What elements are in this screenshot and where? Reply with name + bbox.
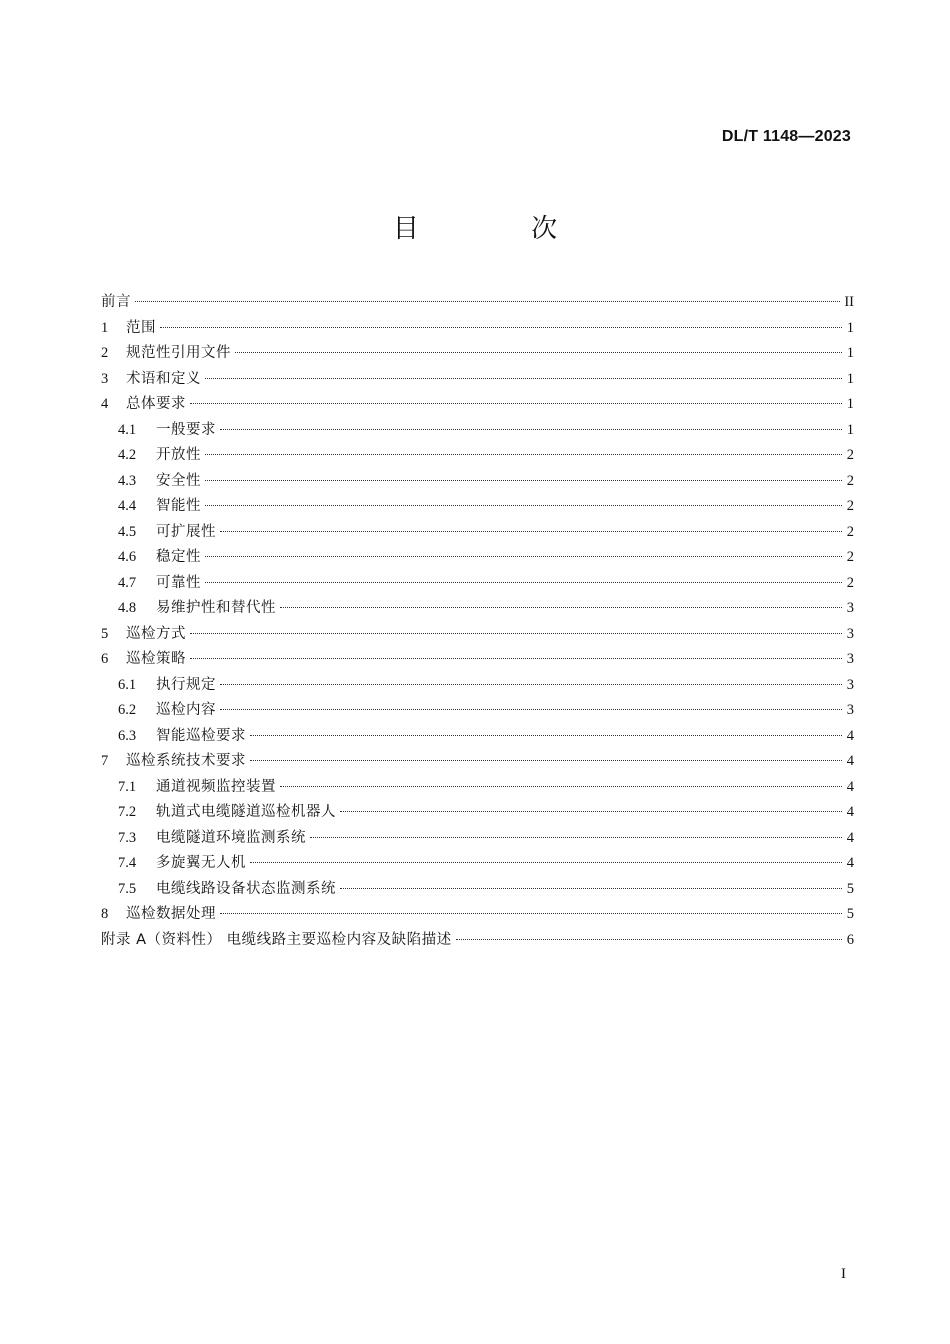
toc-entry-label: 规范性引用文件	[126, 345, 231, 361]
toc-dot-leader	[205, 480, 842, 481]
toc-entry[interactable]	[101, 800, 854, 826]
toc-entry-page: 1	[846, 421, 854, 438]
toc-entry[interactable]	[101, 647, 854, 673]
toc-entry[interactable]	[101, 673, 854, 699]
toc-entry[interactable]	[101, 571, 854, 597]
toc-entry[interactable]	[101, 928, 854, 954]
toc-entry-page: 5	[846, 906, 854, 922]
toc-entry-label: 轨道式电缆隧道巡检机器人	[156, 804, 336, 820]
toc-entry-page: 2	[846, 549, 854, 565]
toc-entry-page: 4	[846, 753, 854, 769]
page-title: 目 次	[392, 214, 610, 244]
toc-entry-number: 4.4	[118, 498, 137, 514]
toc-dot-leader	[190, 403, 842, 404]
toc-dot-leader	[220, 684, 842, 685]
toc-entry-label: 可扩展性	[156, 523, 216, 540]
toc-dot-leader	[310, 837, 842, 838]
toc-entry-page: 4	[846, 804, 854, 820]
page-number: I	[841, 1266, 846, 1282]
toc-entry[interactable]	[101, 443, 854, 469]
toc-entry[interactable]	[101, 877, 854, 903]
toc-entry-page: 2	[846, 574, 854, 591]
toc-dot-leader	[250, 862, 842, 863]
toc-dot-leader	[190, 633, 842, 634]
toc-entry-label: 附录 A（资料性） 电缆线路主要巡检内容及缺陷描述	[101, 931, 452, 948]
toc-entry[interactable]	[101, 367, 854, 393]
toc-entry-page: 2	[846, 472, 854, 489]
toc-entry-label: 可靠性	[156, 574, 201, 591]
toc-entry-page: 6	[846, 931, 854, 948]
toc-dot-leader	[340, 811, 842, 812]
toc-dot-leader	[235, 352, 842, 353]
toc-dot-leader	[205, 556, 842, 557]
toc-entry-label: 智能巡检要求	[156, 727, 246, 744]
toc-entry[interactable]	[101, 494, 854, 520]
toc-dot-leader	[205, 454, 842, 455]
toc-entry-page: 1	[846, 396, 854, 412]
toc-entry-page: 3	[846, 651, 854, 667]
toc-entry-label: 稳定性	[156, 549, 201, 565]
toc-entry-number: 8	[101, 906, 109, 922]
toc-entry-label: 多旋翼无人机	[156, 855, 246, 871]
toc-dot-leader	[340, 888, 842, 889]
toc-entry-page: 2	[846, 498, 854, 514]
toc-entry-label: 易维护性和替代性	[156, 600, 276, 616]
toc-entry[interactable]	[101, 622, 854, 648]
toc-entry-number: 7	[101, 753, 109, 769]
toc-entry-label: 巡检内容	[156, 702, 216, 718]
toc-dot-leader	[280, 786, 842, 787]
toc-entry[interactable]	[101, 826, 854, 852]
toc-entry[interactable]	[101, 851, 854, 877]
toc-entry[interactable]	[101, 596, 854, 622]
toc-entry-number: 2	[101, 345, 109, 361]
toc-entry-page: II	[844, 294, 854, 310]
toc-entry-page: 4	[846, 727, 854, 744]
toc-entry-page: 3	[846, 600, 854, 616]
toc-entry-label: 执行规定	[156, 676, 216, 693]
toc-dot-leader	[205, 505, 842, 506]
toc-entry-number: 7.2	[118, 804, 137, 820]
toc-entry-number: 6.3	[118, 727, 137, 744]
toc-entry[interactable]	[101, 341, 854, 367]
toc-entry-label: 巡检策略	[126, 651, 186, 667]
toc-entry[interactable]	[101, 290, 854, 316]
toc-entry-number: 7.3	[118, 829, 137, 846]
toc-entry-number: 3	[101, 370, 109, 387]
toc-dot-leader	[250, 760, 842, 761]
toc-dot-leader	[220, 429, 842, 430]
table-of-contents	[101, 290, 854, 953]
toc-entry-number: 4.6	[118, 549, 137, 565]
toc-entry-label: 安全性	[156, 472, 201, 489]
toc-entry-number: 6.1	[118, 676, 137, 693]
toc-entry-number: 7.5	[118, 880, 137, 897]
toc-entry-label: 前言	[101, 294, 131, 310]
standard-code: DL/T 1148—2023	[721, 128, 851, 145]
toc-entry[interactable]	[101, 469, 854, 495]
toc-entry-page: 4	[846, 855, 854, 871]
toc-dot-leader	[205, 582, 842, 583]
toc-entry[interactable]	[101, 418, 854, 444]
toc-entry-label: 巡检数据处理	[126, 906, 216, 922]
toc-entry-page: 5	[846, 880, 854, 897]
toc-entry-number: 4.8	[118, 600, 137, 616]
toc-entry[interactable]	[101, 698, 854, 724]
toc-dot-leader	[205, 378, 842, 379]
toc-dot-leader	[250, 735, 842, 736]
toc-entry-label: 总体要求	[126, 396, 186, 412]
toc-entry-number: 1	[101, 319, 109, 336]
toc-dot-leader	[280, 607, 842, 608]
toc-entry-page: 3	[846, 625, 854, 642]
toc-entry-number: 4.3	[118, 472, 137, 489]
toc-entry-label: 一般要求	[156, 421, 216, 438]
toc-entry-number: 6	[101, 651, 109, 667]
toc-entry-label: 电缆隧道环境监测系统	[156, 829, 306, 846]
toc-entry-label: 范围	[126, 319, 156, 336]
toc-entry-label: 术语和定义	[126, 370, 201, 387]
toc-entry-page: 1	[846, 370, 854, 387]
toc-entry-number: 4.2	[118, 447, 137, 463]
toc-entry-page: 4	[846, 829, 854, 846]
toc-dot-leader	[160, 327, 842, 328]
toc-entry[interactable]	[101, 724, 854, 750]
toc-entry-number: 6.2	[118, 702, 137, 718]
toc-entry-number: 7.1	[118, 778, 137, 795]
toc-entry-number: 4.1	[118, 421, 137, 438]
toc-entry-label: 通道视频监控装置	[156, 778, 276, 795]
toc-entry[interactable]	[101, 749, 854, 775]
toc-entry-page: 2	[846, 447, 854, 463]
toc-entry[interactable]	[101, 316, 854, 342]
toc-entry-label: 巡检系统技术要求	[126, 753, 246, 769]
toc-entry-page: 1	[846, 345, 854, 361]
toc-entry-label: 智能性	[156, 498, 201, 514]
toc-entry-number: 4.5	[118, 523, 137, 540]
toc-entry[interactable]	[101, 392, 854, 418]
toc-entry[interactable]	[101, 545, 854, 571]
toc-entry-label: 电缆线路设备状态监测系统	[156, 880, 336, 897]
toc-dot-leader	[220, 531, 842, 532]
toc-entry-page: 4	[846, 778, 854, 795]
toc-dot-leader	[190, 658, 842, 659]
toc-entry[interactable]	[101, 902, 854, 928]
toc-entry-label: 巡检方式	[126, 625, 186, 642]
toc-entry-page: 1	[846, 319, 854, 336]
toc-entry-page: 3	[846, 702, 854, 718]
toc-entry[interactable]	[101, 775, 854, 801]
toc-dot-leader	[456, 939, 842, 940]
toc-entry-number: 4	[101, 396, 109, 412]
toc-dot-leader	[220, 709, 842, 710]
toc-dot-leader	[135, 301, 840, 302]
toc-entry-number: 5	[101, 625, 109, 642]
toc-entry-number: 7.4	[118, 855, 137, 871]
toc-entry-page: 2	[846, 523, 854, 540]
toc-entry[interactable]	[101, 520, 854, 546]
toc-dot-leader	[220, 913, 842, 914]
toc-entry-page: 3	[846, 676, 854, 693]
toc-entry-label: 开放性	[156, 447, 201, 463]
toc-entry-number: 4.7	[118, 574, 137, 591]
